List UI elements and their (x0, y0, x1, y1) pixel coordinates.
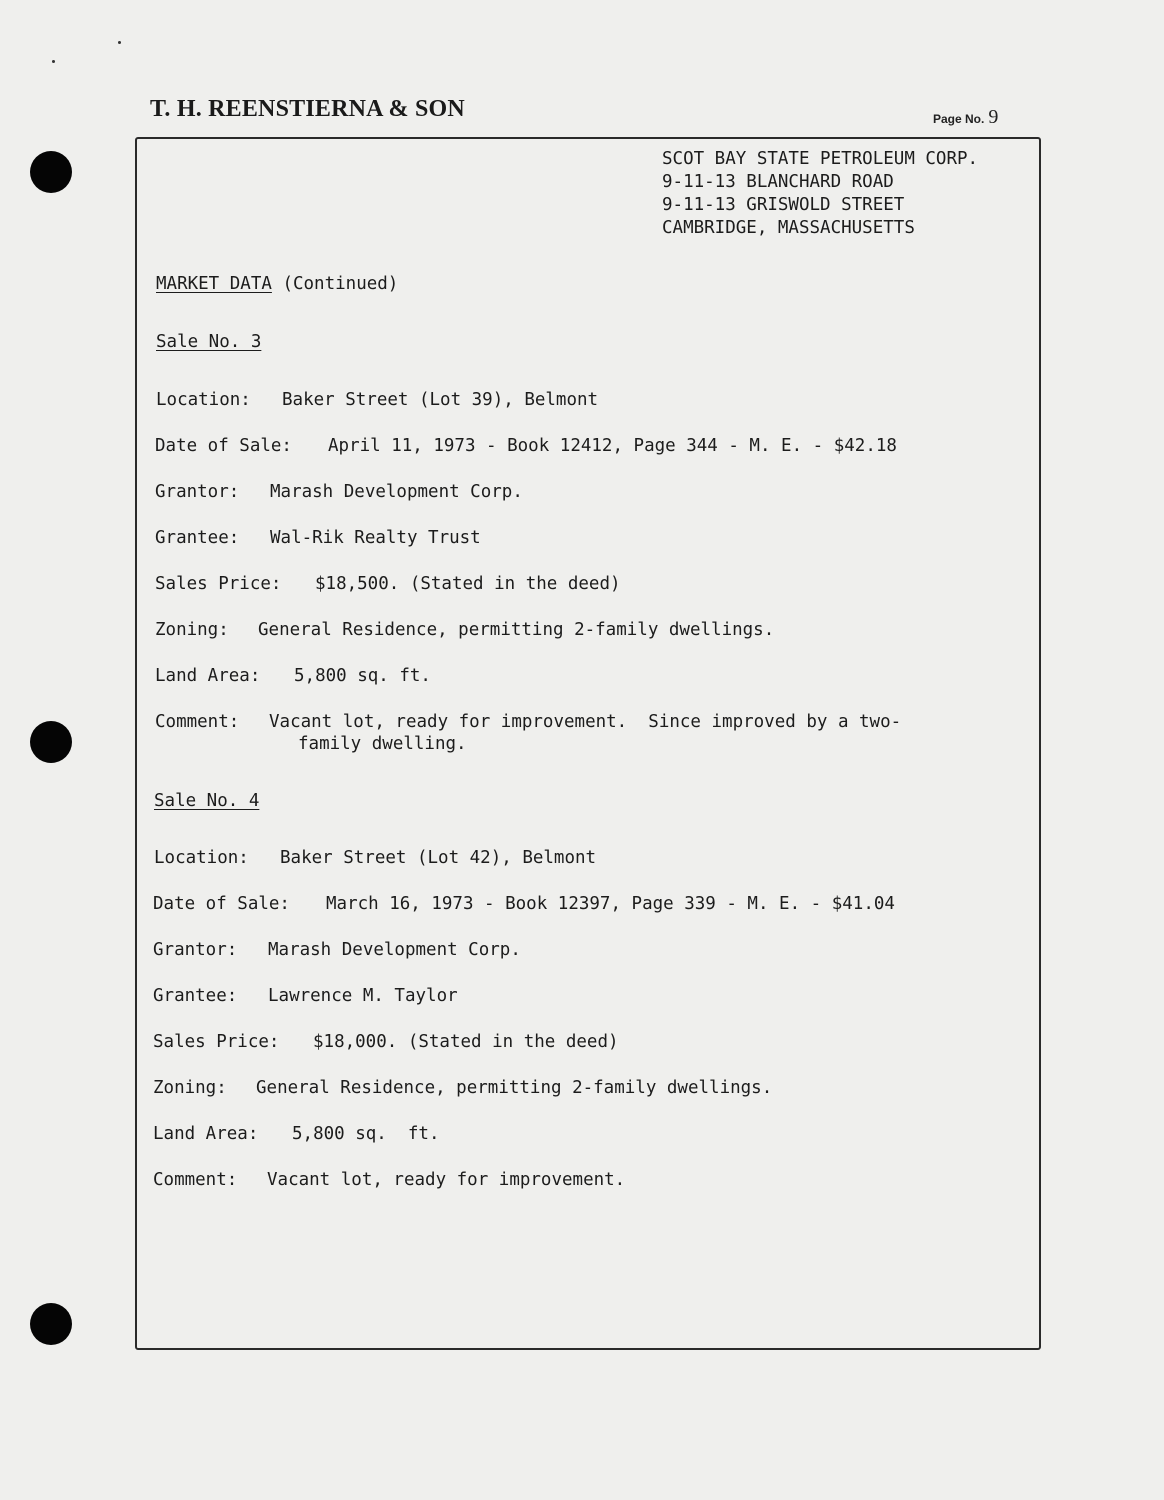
zoning-label: Zoning: (155, 620, 229, 640)
date-label: Date of Sale: (155, 436, 292, 456)
location-value: Baker Street (Lot 42), Belmont (280, 848, 597, 868)
page-number-value: 9 (988, 106, 999, 128)
price-value: $18,500. (Stated in the deed) (315, 574, 621, 594)
binder-hole (30, 721, 72, 763)
date-value: April 11, 1973 - Book 12412, Page 344 - M. E. - $42.18 (328, 436, 897, 456)
binder-hole (30, 151, 72, 193)
comment-value-continued: family dwelling. (298, 734, 467, 754)
price-label: Sales Price: (155, 574, 282, 594)
page-label: Page No. (933, 112, 985, 126)
price-value: $18,000. (Stated in the deed) (313, 1032, 619, 1052)
comment-label: Comment: (153, 1170, 238, 1190)
address-line: 9-11-13 GRISWOLD STREET (662, 195, 905, 215)
location-value: Baker Street (Lot 39), Belmont (282, 390, 599, 410)
grantor-value: Marash Development Corp. (270, 482, 523, 502)
paper-speck (52, 60, 55, 63)
grantor-label: Grantor: (155, 482, 240, 502)
location-label: Location: (156, 390, 251, 410)
sale-heading: Sale No. 3 (156, 332, 262, 352)
price-label: Sales Price: (153, 1032, 280, 1052)
zoning-value: General Residence, permitting 2-family dwellings. (258, 620, 775, 640)
date-value: March 16, 1973 - Book 12397, Page 339 - M. E. - $41.04 (326, 894, 895, 914)
area-value: 5,800 sq. ft. (294, 666, 431, 686)
address-line: 9-11-13 BLANCHARD ROAD (662, 172, 894, 192)
comment-value: Vacant lot, ready for improvement. (267, 1170, 626, 1190)
section-title: MARKET DATA (156, 274, 272, 294)
address-line: CAMBRIDGE, MASSACHUSETTS (662, 218, 915, 238)
grantee-label: Grantee: (153, 986, 238, 1006)
sale-heading: Sale No. 4 (154, 791, 260, 811)
paper-speck (118, 41, 121, 44)
section-suffix: (Continued) (282, 274, 399, 294)
binder-hole (30, 1303, 72, 1345)
address-line: SCOT BAY STATE PETROLEUM CORP. (662, 149, 979, 169)
area-label: Land Area: (155, 666, 261, 686)
firm-name: T. H. REENSTIERNA & SON (150, 96, 465, 122)
grantee-label: Grantee: (155, 528, 240, 548)
grantor-label: Grantor: (153, 940, 238, 960)
section-heading (156, 273, 398, 295)
grantee-value: Lawrence M. Taylor (268, 986, 458, 1006)
grantee-value: Wal-Rik Realty Trust (270, 528, 481, 548)
zoning-label: Zoning: (153, 1078, 227, 1098)
comment-value: Vacant lot, ready for improvement. Since improved by a two- (269, 712, 902, 732)
grantor-value: Marash Development Corp. (268, 940, 521, 960)
area-label: Land Area: (153, 1124, 259, 1144)
comment-label: Comment: (155, 712, 240, 732)
page-number (933, 106, 998, 129)
location-label: Location: (154, 848, 249, 868)
date-label: Date of Sale: (153, 894, 290, 914)
zoning-value: General Residence, permitting 2-family dwellings. (256, 1078, 773, 1098)
area-value: 5,800 sq. ft. (292, 1124, 440, 1144)
